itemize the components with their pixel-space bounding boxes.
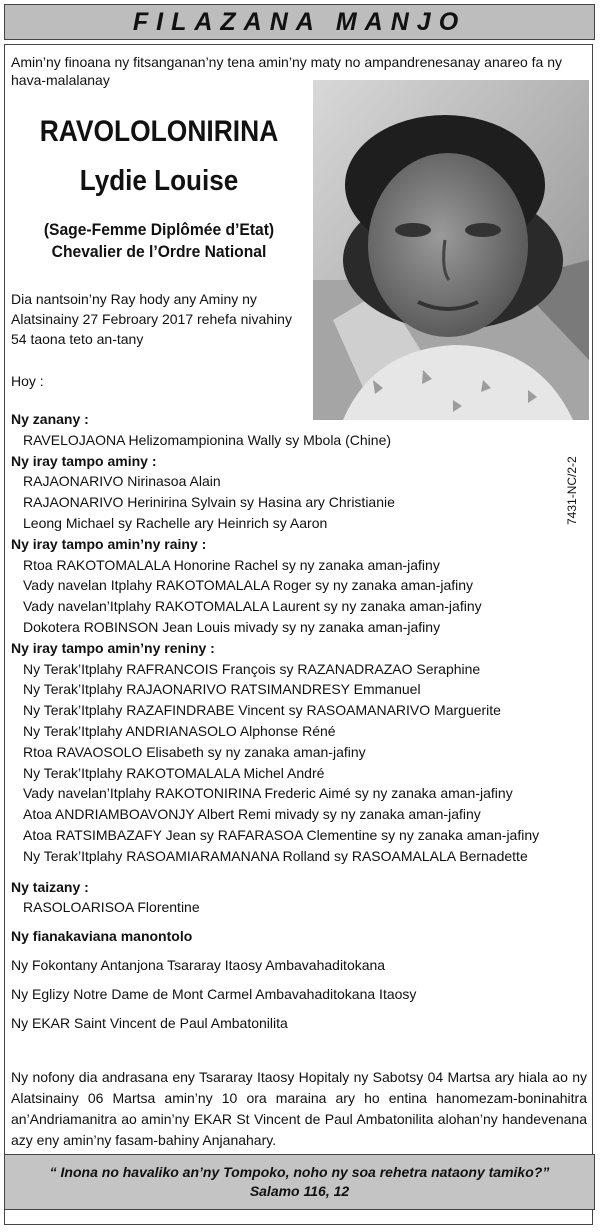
deceased-given-name: Lydie Louise: [79, 165, 239, 197]
list-item: RASOLOARISOA Florentine: [23, 899, 200, 916]
list-item: Ny Terak’Itplahy RAFRANCOIS François sy RAZANADRAZAO Seraphine: [23, 660, 481, 677]
community-item: Ny Eglizy Notre Dame de Mont Carmel Ambavahaditokana Itaosy: [11, 985, 417, 1002]
community-item: Ny EKAR Saint Vincent de Paul Ambatonilita: [11, 1014, 288, 1031]
list-item: Leong Michael sy Rachelle ary Heinrich sy Aaron: [23, 514, 328, 531]
quote-box: [4, 1154, 595, 1210]
deceased-surname: RAVOLOLONIRINA: [39, 115, 279, 148]
list-item: Ny Terak’Itplahy RAZAFINDRABE Vincent sy RASOAMANARIVO Marguerite: [23, 702, 501, 719]
community-item: Ny Fokontany Antanjona Tsararay Itaosy Ambavahaditokana: [11, 956, 386, 973]
list-item: Rtoa RAVAOSOLO Elisabeth sy ny zanaka aman-jafiny: [23, 743, 366, 760]
list-item: Ny Terak’Itplahy RASOAMIARAMANANA Rolland sy RASOAMALALA Bernadette: [23, 847, 528, 864]
quote-reference: Salamo 116, 12: [249, 1183, 350, 1199]
funeral-details: Ny nofony dia andrasana eny Tsararay Itaosy Hopitaly ny Sabotsy 04 Martsa ary hiala ao ny Alatsinainy 06 Martsa amin’ny 10 ora maraina ary ho entina hanomezam-boninahitra an’Andriamanitra ao amin’ny EKAR St Vincent de Paul Ambatonilita alohan’ny handevenana azy eny amin’ny fasam-bahiny Anjanahary.: [11, 1069, 587, 1148]
section-heading-cousins: Ny taizany :: [11, 878, 89, 895]
family-list: [11, 409, 581, 1033]
list-item: Rtoa RAKOTOMALALA Honorine Rachel sy ny zanaka aman-jafiny: [23, 556, 440, 573]
death-notice: Dia nantsoin’ny Ray hody any Aminy ny Alatsinainy 27 Febroary 2017 rehefa nivahiny 54 taona teto an-tany: [11, 291, 292, 347]
notice-frame: [4, 44, 593, 1225]
list-item: Vady navelan’Itplahy RAKOTOMALALA Laurent sy ny zanaka aman-jafiny: [23, 598, 482, 615]
list-item: Dokotera ROBINSON Jean Louis mivady sy ny zanaka aman-jafiny: [23, 618, 441, 635]
section-heading-children: Ny zanany :: [11, 411, 89, 427]
hoy-label: Hoy :: [11, 373, 44, 389]
header-title: FILAZANA MANJO: [132, 7, 467, 36]
list-item: Ny Terak’Itplahy RAKOTOMALALA Michel André: [23, 764, 325, 781]
portrait-image: [313, 80, 589, 420]
list-item: Atoa ANDRIAMBOAVONJY Albert Remi mivady sy ny zanaka aman-jafiny: [23, 806, 481, 823]
header-banner: [4, 4, 595, 40]
deceased-title-2: Chevalier de l’Ordre National: [51, 242, 267, 261]
deceased-title-1: (Sage-Femme Diplômée d’Etat): [43, 220, 275, 239]
section-heading-family: Ny fianakaviana manontolo: [11, 928, 193, 945]
list-item: RAJAONARIVO Nirinasoa Alain: [23, 473, 221, 490]
list-item: RAJAONARIVO Herinirina Sylvain sy Hasina ary Christianie: [23, 494, 395, 511]
section-heading-siblings: Ny iray tampo aminy :: [11, 452, 157, 469]
quote-text: “ Inona no havaliko an’ny Tompoko, noho ny soa rehetra nataony tamiko?”: [49, 1164, 550, 1180]
list-item: Ny Terak’Itplahy ANDRIANASOLO Alphonse Réné: [23, 722, 336, 739]
intro-text: Amin’ny finoana ny fitsanganan’ny tena amin’ny maty no ampandrenesanay anareo fa ny hava-malalanay: [11, 54, 563, 88]
list-item: Vady navelan Itplahy RAKOTOMALALA Roger sy ny zanaka aman-jafiny: [23, 577, 474, 594]
list-item: Ny Terak’Itplahy RAJAONARIVO RATSIMANDRESY Emmanuel: [23, 681, 421, 698]
reference-code: 7431-NC/2-2: [565, 456, 579, 525]
list-item: RAVELOJAONA Helizomampionina Wally sy Mbola (Chine): [23, 431, 392, 448]
list-item: Vady navelan’Itplahy RAKOTONIRINA Frederic Aimé sy ny zanaka aman-jafiny: [23, 785, 513, 802]
deceased-photo: [313, 80, 589, 420]
list-item: Atoa RATSIMBAZAFY Jean sy RAFARASOA Clementine sy ny zanaka aman-jafiny: [23, 826, 540, 843]
section-heading-mother-siblings: Ny iray tampo amin’ny reniny :: [11, 639, 215, 656]
section-heading-father-siblings: Ny iray tampo amin’ny rainy :: [11, 535, 207, 552]
